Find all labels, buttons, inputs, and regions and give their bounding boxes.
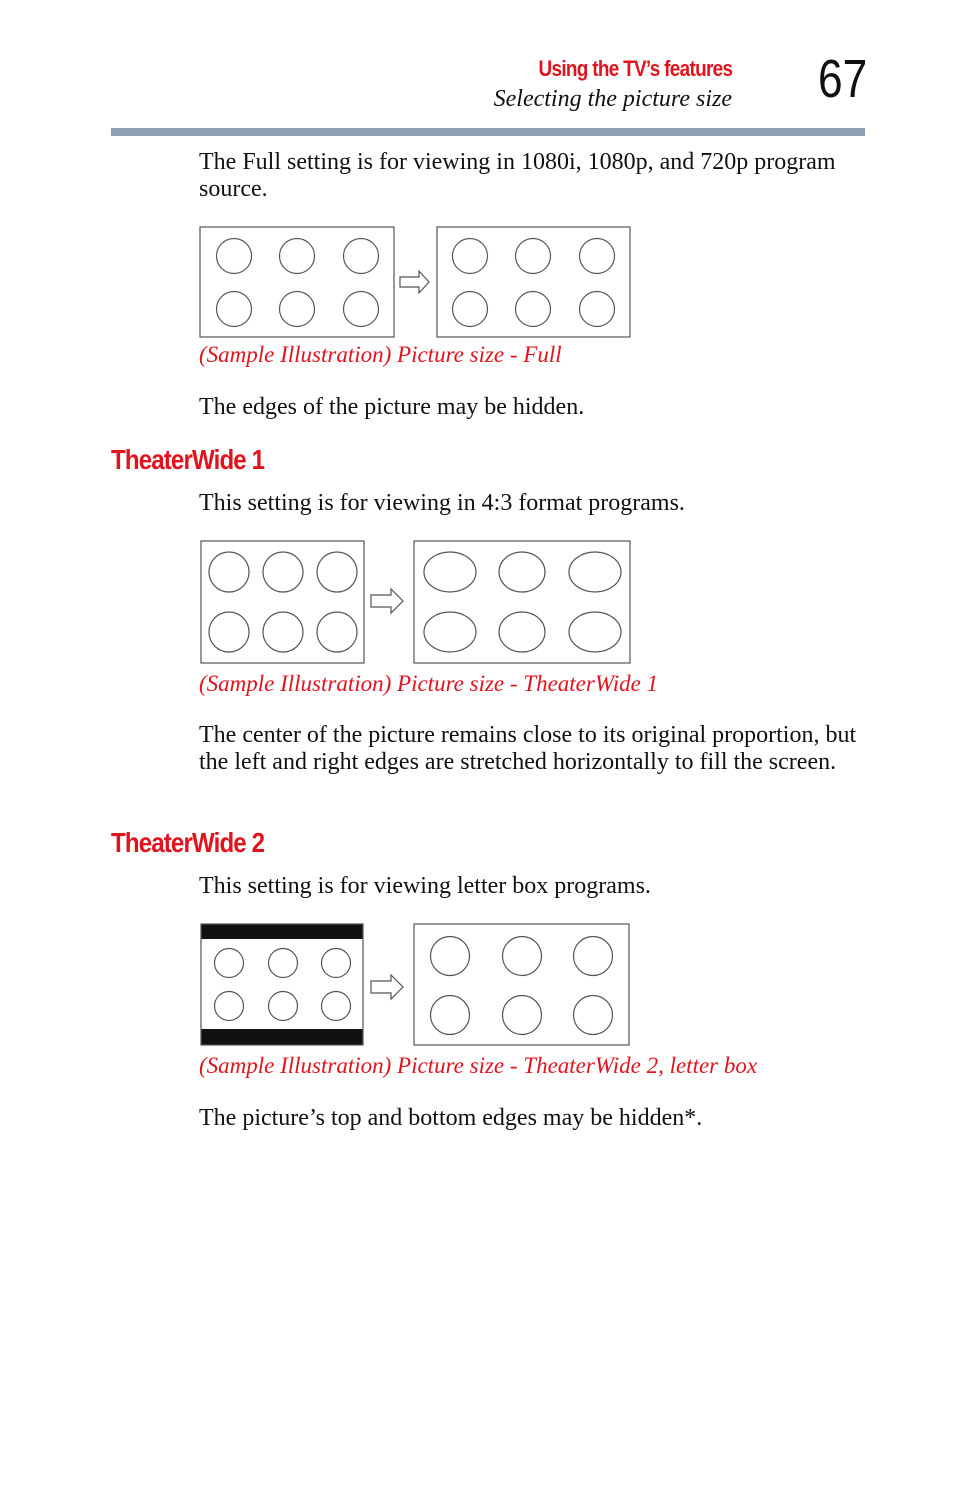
full-intro-paragraph: The Full setting is for viewing in 1080i, 1080p, and 720p program source. bbox=[199, 149, 836, 202]
theaterwide2-illustration bbox=[199, 922, 633, 1048]
full-note-paragraph: The edges of the picture may be hidden. bbox=[199, 394, 585, 420]
theaterwide1-caption: (Sample Illustration) Picture size - TheaterWide 1 bbox=[199, 671, 659, 696]
theaterwide2-heading: TheaterWide 2 bbox=[111, 827, 265, 858]
theaterwide1-note-paragraph: The center of the picture remains close to its original proportion, but the left and right edges are stretched horizontally to fill the screen. bbox=[199, 722, 857, 775]
theaterwide2-note-paragraph: The picture’s top and bottom edges may be hidden*. bbox=[199, 1105, 703, 1131]
full-illustration bbox=[199, 226, 633, 339]
page-number: 67 bbox=[818, 49, 868, 109]
theaterwide2-caption: (Sample Illustration) Picture size - TheaterWide 2, letter box bbox=[199, 1053, 758, 1078]
theaterwide1-intro-paragraph: This setting is for viewing in 4:3 format programs. bbox=[199, 490, 685, 516]
running-header-subsection: Selecting the picture size bbox=[493, 86, 732, 112]
theaterwide1-illustration bbox=[199, 539, 633, 666]
running-header-section: Using the TV’s features bbox=[538, 56, 732, 81]
full-caption: (Sample Illustration) Picture size - Full bbox=[199, 342, 562, 367]
theaterwide2-intro-paragraph: This setting is for viewing letter box programs. bbox=[199, 873, 651, 899]
header-rule bbox=[111, 128, 865, 136]
theaterwide1-heading: TheaterWide 1 bbox=[111, 444, 265, 475]
